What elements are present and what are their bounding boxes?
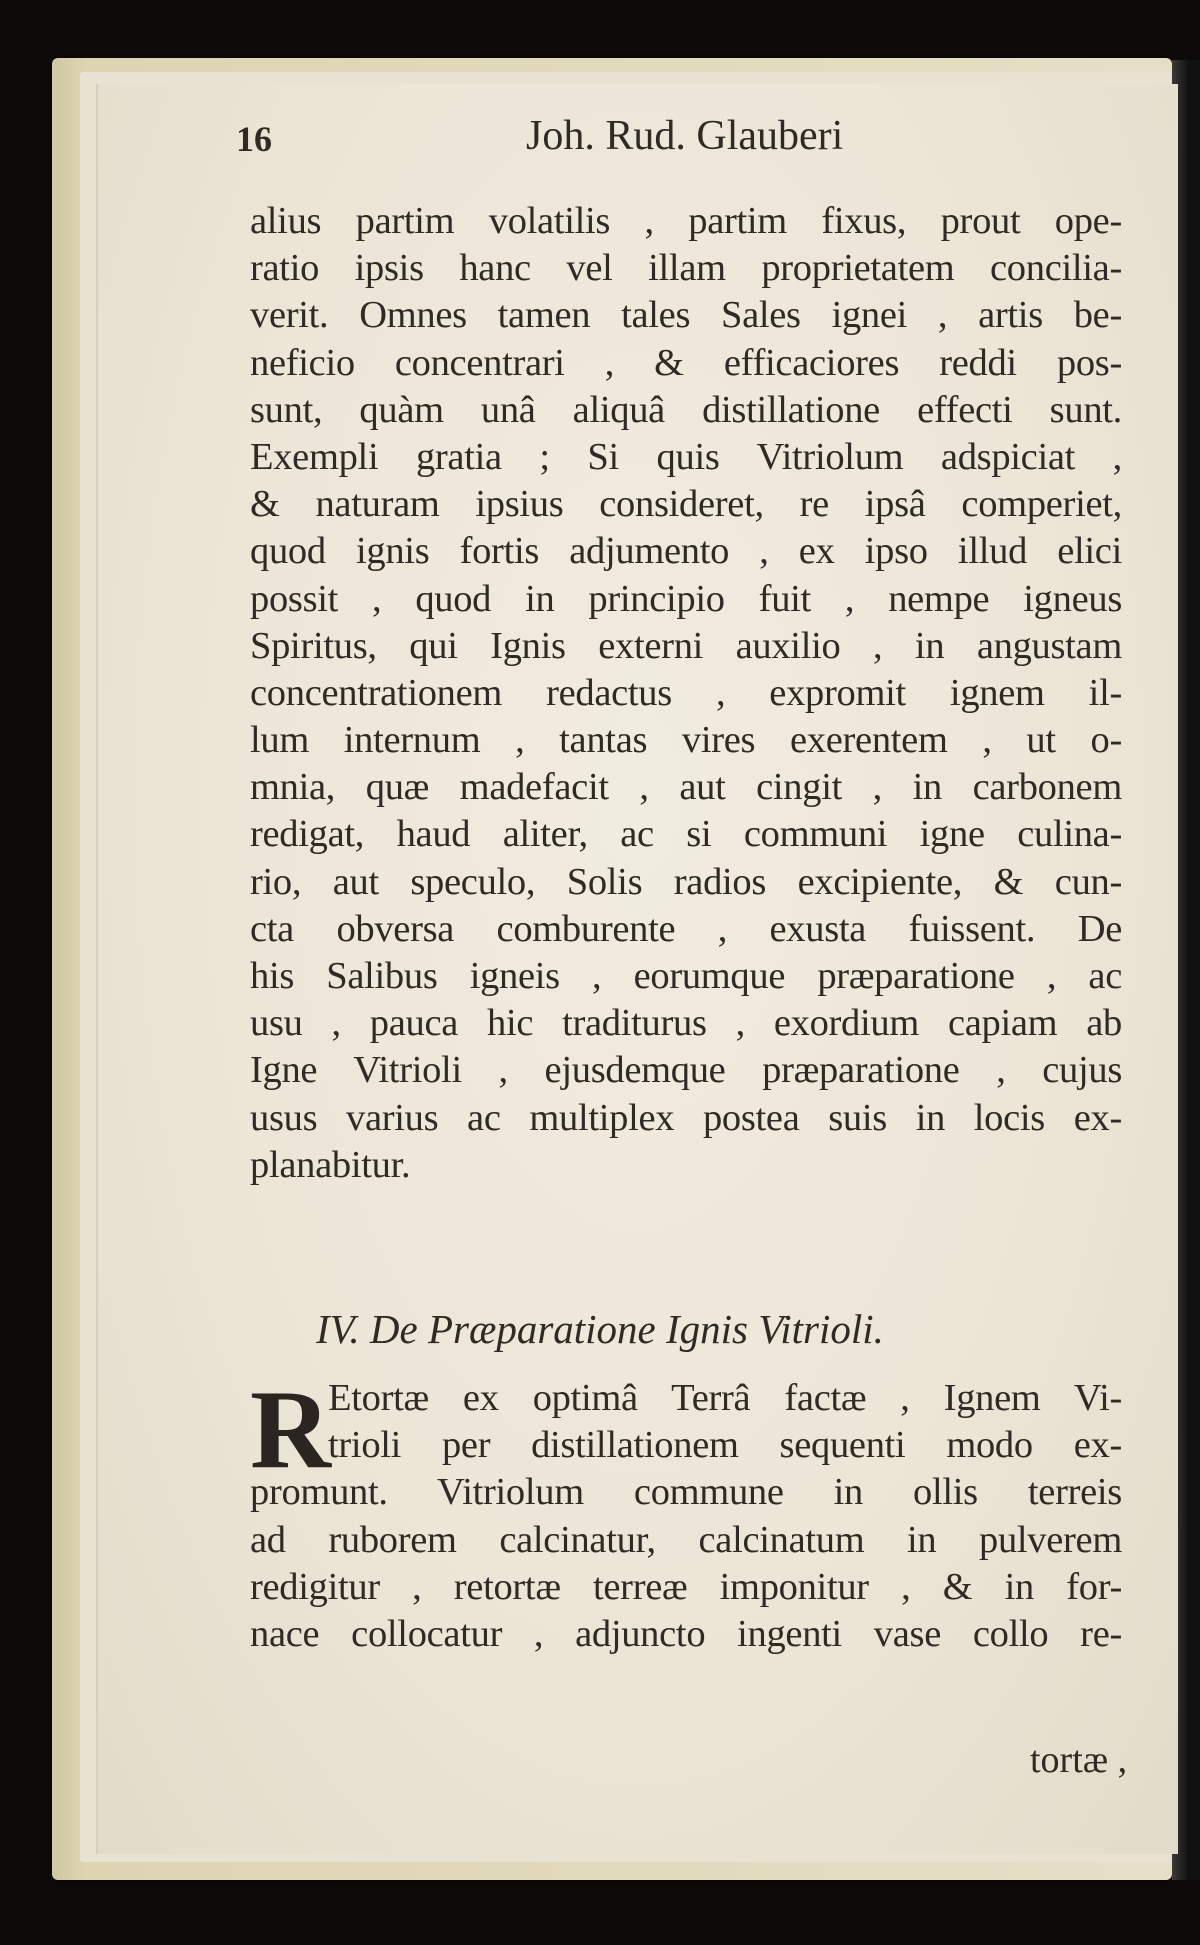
text-line: usu , pauca hic traditurus , exordium capiam ab	[250, 1002, 1122, 1045]
catchword: tortæ ,	[1030, 1739, 1128, 1781]
text-line: usus varius ac multiplex postea suis in locis ex-	[250, 1096, 1122, 1139]
paragraph-1	[250, 198, 1122, 1189]
text-line: verit. Omnes tamen tales Sales ignei , artis be-	[250, 294, 1122, 337]
paragraph-2	[250, 1368, 1122, 1658]
text-line: nace collocatur , adjuncto ingenti vase collo re-	[250, 1612, 1122, 1655]
text-line: ad ruborem calcinatur, calcinatum in pulverem	[250, 1518, 1122, 1561]
text-line: alius partim volatilis , partim fixus, prout ope-	[250, 200, 1122, 242]
running-title: Joh. Rud. Glauberi	[526, 113, 844, 159]
text-line: Igne Vitrioli , ejusdemque præparatione , cujus	[250, 1049, 1122, 1092]
drop-cap: R	[250, 1368, 331, 1492]
text-line: quod ignis fortis adjumento , ex ipso illud elici	[250, 530, 1122, 573]
text-line: his Salibus igneis , eorumque præparatione , ac	[250, 955, 1122, 997]
page-number: 16	[236, 119, 272, 159]
text-line: rio, aut speculo, Solis radios excipiente, & cun-	[250, 860, 1122, 903]
running-head	[236, 113, 1136, 168]
text-line: Exempli gratia ; Si quis Vitriolum adspiciat ,	[250, 435, 1122, 478]
text-line: planabitur.	[250, 1143, 411, 1186]
text-line: possit , quod in principio fuit , nempe igneus	[250, 577, 1122, 620]
text-line: Etortæ ex optimâ Terrâ factæ , Ignem Vi-	[328, 1377, 1122, 1419]
text-line: trioli per distillationem sequenti modo ex-	[328, 1424, 1122, 1467]
text-line: neficio concentrari , & efficaciores reddi pos-	[250, 341, 1122, 384]
text-line: sunt, quàm unâ aliquâ distillatione effecti sunt.	[250, 388, 1122, 431]
text-line: redigat, haud aliter, ac si communi igne culina-	[250, 813, 1122, 856]
text-line: promunt. Vitriolum commune in ollis terreis	[250, 1471, 1122, 1514]
text-line: lum internum , tantas vires exerentem , ut o-	[250, 719, 1122, 762]
text-line: mnia, quæ madefacit , aut cingit , in carbonem	[250, 766, 1122, 809]
text-line: redigitur , retortæ terreæ imponitur , & in for-	[250, 1565, 1122, 1608]
text-line: & naturam ipsius consideret, re ipsâ comperiet,	[250, 483, 1122, 526]
text-line: concentrationem redactus , expromit ignem il-	[250, 671, 1122, 714]
text-line: ratio ipsis hanc vel illam proprietatem concilia-	[250, 247, 1122, 290]
section-heading: IV. De Præparatione Ignis Vitrioli.	[316, 1306, 884, 1352]
text-line: cta obversa comburente , exusta fuissent. De	[250, 907, 1122, 950]
text-line: Spiritus, qui Ignis externi auxilio , in angustam	[250, 624, 1122, 667]
